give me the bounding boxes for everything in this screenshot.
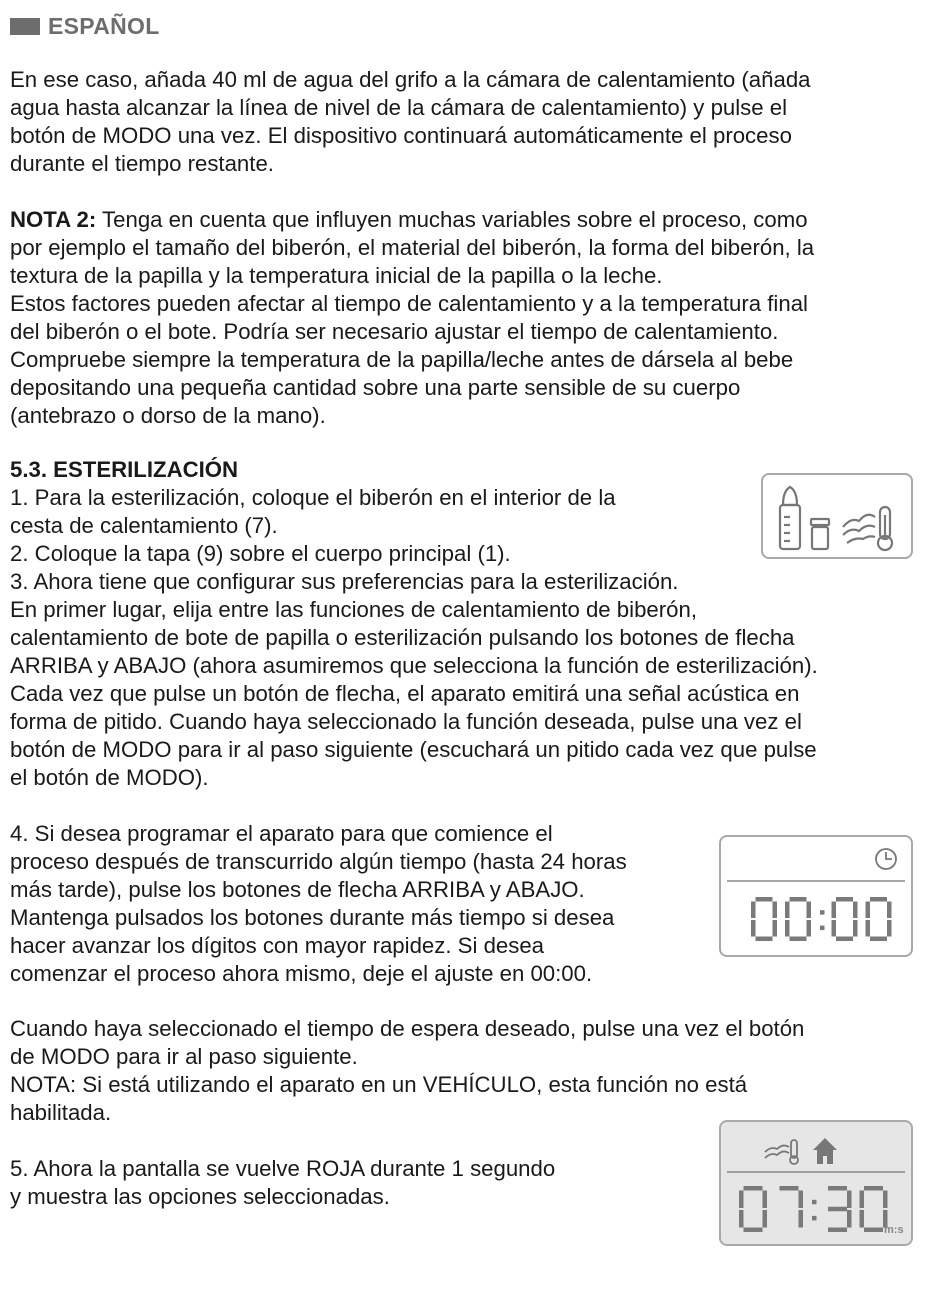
text-line: textura de la papilla y la temperatura inicial de la papilla o la leche. [10,263,663,288]
text-line: 4. Si desea programar el aparato para que comience el [10,821,553,846]
digit-segment [836,937,853,942]
colon-dot [812,1200,817,1205]
digit-segment [773,902,778,919]
digit-segment [864,1228,883,1233]
digit-segment [763,1191,768,1209]
text-line: (antebrazo o dorso de la mano). [10,403,326,428]
function-icons [763,475,911,557]
delay-timer-display [719,835,913,957]
text-line: calentamiento de bote de papilla o esterilización pulsando los botones de flecha [10,625,795,650]
digit-segment [780,1186,799,1191]
digit-segment [853,902,858,919]
digit-segment [870,897,887,902]
text-line: el botón de MODO). [10,765,209,790]
text-line: y muestra las opciones seleccionadas. [10,1184,390,1209]
text-line: del biberón o el bote. Podría ser necesario ajustar el tiempo de calentamiento. [10,319,779,344]
section-5-3 [10,456,818,792]
digit-segment [866,902,871,919]
colon-dot [820,926,825,931]
digit-segment [773,920,778,937]
digit-segment [790,897,807,902]
digit-segment [864,1186,883,1191]
text-line: forma de pitido. Cuando haya seleccionado la función deseada, pulse una vez el [10,709,802,734]
digit-segment [751,920,756,937]
language-header [10,12,160,40]
header-bar [10,18,40,35]
text-line: Cuando haya seleccionado el tiempo de espera deseado, pulse una vez el botón [10,1016,805,1041]
text-line: 2. Coloque la tapa (9) sobre el cuerpo principal (1). [10,541,511,566]
bottle-icon [780,487,800,549]
text-line: hacer avanzar los dígitos con mayor rapidez. Si desea [10,933,545,958]
digit-segment [832,920,837,937]
text-line: agua hasta alcanzar la línea de nivel de la cámara de calentamiento) y pulse el [10,95,788,120]
colon-dot [812,1216,817,1221]
text-line: botón de MODO una vez. El dispositivo continuará automáticamente el proceso [10,123,792,148]
steam-thermometer-icon [765,1140,798,1164]
digit-segment [887,902,892,919]
digit-segment [807,920,812,937]
step-4-paragraph [10,820,627,988]
selected-options-display [719,1120,913,1246]
sterilize-icon [843,507,892,550]
digit-segment [799,1191,804,1209]
text-line: proceso después de transcurrido algún tiempo (hasta 24 horas [10,849,627,874]
note2-first-line: Tenga en cuenta que influyen muchas variables sobre el proceso, como [96,207,808,232]
digit-segment [832,902,837,919]
text-line [10,206,814,234]
step-5-paragraph [10,1155,555,1211]
digit-segment [785,920,790,937]
digit-segment [744,1186,763,1191]
digit-segment [807,902,812,919]
digit-segment [828,1207,847,1212]
text-line: durante el tiempo restante. [10,151,274,176]
digit-segment [756,897,773,902]
jar-icon [811,519,829,549]
delay-time-digits [751,897,892,941]
digit-segment [883,1191,888,1209]
digit-segment [744,1228,763,1233]
home-icon [813,1138,837,1164]
digit-segment [836,897,853,902]
digit-segment [847,1210,852,1228]
text-line: NOTA: Si está utilizando el aparato en un VEHÍCULO, esta función no está [10,1072,748,1097]
remaining-time-digits [739,1186,888,1232]
digit-segment [870,937,887,942]
colon-dot [820,910,825,915]
digit-segment [866,920,871,937]
digit-segment [790,937,807,942]
digit-segment [828,1228,847,1233]
text-line: Mantenga pulsados los botones durante más tiempo si desea [10,905,615,930]
digit-segment [799,1210,804,1228]
text-line: ARRIBA y ABAJO (ahora asumiremos que selecciona la función de esterilización). [10,653,818,678]
text-line: depositando una pequeña cantidad sobre una parte sensible de su cuerpo [10,375,741,400]
language-title: ESPAÑOL [48,12,160,39]
text-line: comenzar el proceso ahora mismo, deje el ajuste en 00:00. [10,961,593,986]
digit-segment [860,1191,865,1209]
section-heading: 5.3. ESTERILIZACIÓN [10,457,239,482]
function-select-display [761,473,913,559]
text-line: habilitada. [10,1100,112,1125]
text-line: En primer lugar, elija entre las funciones de calentamiento de biberón, [10,597,697,622]
digit-segment [751,902,756,919]
text-line: de MODO para ir al paso siguiente. [10,1044,358,1069]
text-line: Compruebe siempre la temperatura de la papilla/leche antes de dársela al bebe [10,347,794,372]
digit-segment [739,1191,744,1209]
text-line: En ese caso, añada 40 ml de agua del grifo a la cámara de calentamiento (añada [10,67,811,92]
after-paragraph [10,1015,804,1127]
digit-segment [785,902,790,919]
text-line: 1. Para la esterilización, coloque el biberón en el interior de la [10,485,616,510]
text-line: 3. Ahora tiene que configurar sus preferencias para la esterilización. [10,569,679,594]
time-unit-label: m:s [884,1224,904,1236]
text-line: botón de MODO para ir al paso siguiente (escuchará un pitido cada vez que pulse [10,737,817,762]
text-line: por ejemplo el tamaño del biberón, el material del biberón, la forma del biberón, la [10,235,815,260]
text-line: Estos factores pueden afectar al tiempo de calentamiento y a la temperatura final [10,291,808,316]
digit-segment [853,920,858,937]
intro-paragraph [10,66,811,178]
digit-segment [828,1186,847,1191]
digit-segment [860,1210,865,1228]
digit-segment [847,1191,852,1209]
text-line: cesta de calentamiento (7). [10,513,278,538]
text-line: 5. Ahora la pantalla se vuelve ROJA durante 1 segundo [10,1156,556,1181]
text-line: más tarde), pulse los botones de flecha ARRIBA y ABAJO. [10,877,585,902]
text-line: Cada vez que pulse un botón de flecha, el aparato emitirá una señal acústica en [10,681,800,706]
note2-paragraph [10,206,814,430]
digit-segment [739,1210,744,1228]
digit-segment [763,1210,768,1228]
digit-segment [887,920,892,937]
clock-icon [876,849,896,869]
digit-segment [756,937,773,942]
note2-label: NOTA 2: [10,207,97,232]
